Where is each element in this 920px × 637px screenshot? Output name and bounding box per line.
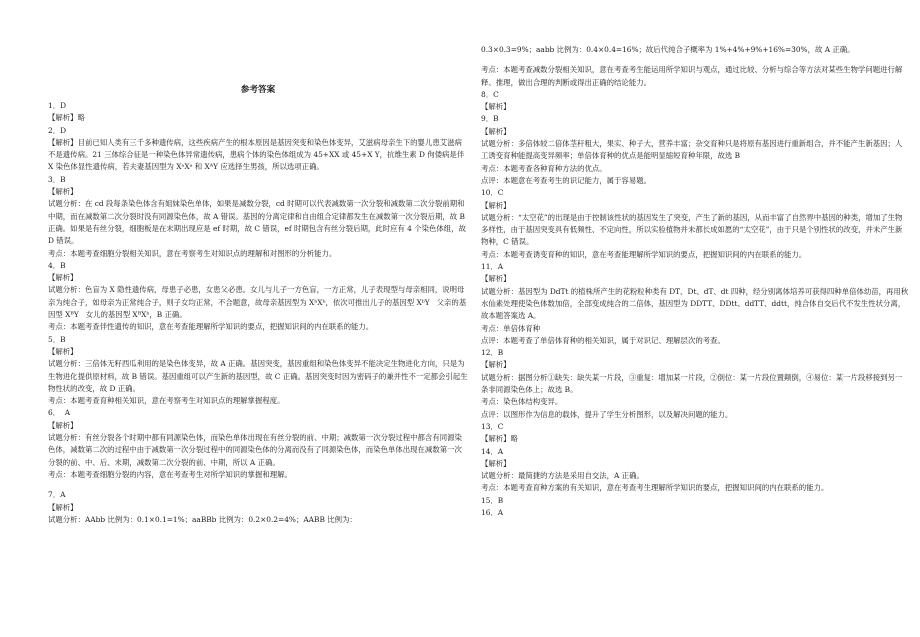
text-line: 试题分析：有丝分裂各个时期中都有同源染色体，而染色单体出现在有丝分裂的前、中期；减数第一次分裂过程中都含有同源染色体，减数第二次的过程中由于减数第一次分裂过程中的同源染色体的分离而没有了同源染色体，而染色单体出现在减数第一次分裂的前、中、后、末期，减数第二次分裂的前、中期，所以 A 正确。: [48, 433, 462, 467]
text-line: 【解析】: [48, 273, 78, 283]
text-line: 2．D: [48, 125, 67, 135]
text-line: 试题分析：基因型为 DdTt 的植株所产生的花粉粒种类有 DT、Dt、dT、dt 四种，经分别离体培养可获得四种单倍体幼苗，再用秋水仙素处理使染色体数加倍，全部变成纯合的二倍体，基因型为 DDTT、DDtt、ddTT、ddtt，纯合体自交后代不发生性状分离，故本题答案选 A。: [481, 286, 909, 321]
text-line: 考点：本题考查细胞分裂相关知识，意在考察考生对知识点的理解和对图形的分析能力。: [48, 248, 337, 258]
text-line: 试题分析：多倍体较二倍体茎秆粗大，果实、种子大，营养丰富；杂交育种只是将原有基因进行重新组合，并不能产生新基因；人工诱变育种能提高变异频率；单倍体育种的优点是能明显缩短育种年限，故选 B: [481, 139, 903, 161]
text-line: 0.3×0.3=9%；aabb 比例为：0.4×0.4=16%；故后代纯合子概率为 1%+4%+9%+16%=30%，故 A 正确。: [481, 45, 855, 54]
right-column: [481, 44, 909, 519]
text-line: 14．A: [481, 446, 504, 456]
left-column: [48, 84, 468, 526]
text-line: 7．A: [48, 490, 66, 500]
text-line: 【解析】: [48, 187, 78, 197]
text-line: 【解析】: [481, 458, 511, 468]
text-line: 【解析】: [48, 420, 78, 430]
text-line: 6． A: [48, 408, 71, 418]
text-line: 考点：本题考查育种方案的有关知识，意在考查考生理解所学知识的要点，把握知识间的内在联系的能力。: [481, 483, 829, 493]
text-line: 试题分析：在 cd 段每条染色体含有姐妹染色单体，如果是减数分裂，cd 时期可以代表减数第一次分裂和减数第二次分裂前期和中期，而在减数第二次分裂时没有同源染色体，故 A 错误。基因的分离定律和自由组合定律都发生在减数第一次分裂后期，故 B 正确。如果是有丝分裂，细胞板是在末期出现应是 ef 时期，故 C 错误，ef 时期包含有丝分裂后期，此时应有 4 个染色体组，故 D 错误。: [48, 199, 469, 246]
text-line: 13．C: [481, 421, 504, 431]
text-line: 考点：染色体结构变异。: [481, 397, 563, 407]
text-line: 试题分析：三倍体无籽西瓜利用的是染色体变异，故 A 正确。基因突变，基因重组和染色体变异不能决定生物进化方向，只是为生物进化提供原材料，故 B 错误。基因重组可以产生新的基因型，故 C 正确。基因突变时因为密码子的兼并性不一定都会引起生物性状的改变，故 D 正确。: [48, 359, 468, 393]
text-line: 试题分析：据图分析①缺失：缺失某一片段，③重复：增加某一片段，②倒位：某一片段位置颠倒，④易位：某一片段移接到另一条非同源染色体上；故选 B。: [481, 372, 903, 395]
text-line: 考点：本题考查各种育种方法的优点。: [481, 163, 607, 173]
text-line: 【解析】: [481, 126, 511, 136]
text-line: 考点：本题考查减数分裂相关知识，意在考查考生能运用所学知识与观点，通过比较、分析与综合等方法对某些生物学问题进行解释、推理，做出合理的判断或得出正确的结论能力。: [481, 65, 903, 87]
text-line: 试题分析：色盲为 X 隐性遗传病，母患子必患，女患父必患。女儿与儿子一方色盲，一方正常，儿子表现型与母亲相同，说明母亲为纯合子，如母亲为正常纯合子，则子女均正常，不合题意，故母亲基因型为 XᵇXᵇ，依次可推出儿子的基因型 XᵇY 父亲的基因型 XᴮY 女儿的基因型 XᴮXᵇ，B 正确。: [48, 285, 467, 320]
text-line: 【解析】略: [48, 113, 85, 123]
text-line: 考点：本题考查伴性遗传的知识，意在考查能理解所学知识的要点，把握知识间的内在联系的能力。: [48, 322, 374, 332]
text-line: 【解析】: [481, 200, 511, 210]
text-line: 3．B: [48, 174, 66, 184]
text-line: 【解析】: [481, 102, 511, 112]
text-line: 考点：单倍体育种: [481, 323, 541, 333]
text-line: 试题分析：最简捷的方法是采用自交法，A 正确。: [481, 471, 644, 481]
blank-line: [481, 56, 909, 64]
text-line: 15．B: [481, 495, 504, 505]
text-line: 10．C: [481, 188, 504, 198]
text-line: 4．B: [48, 260, 66, 270]
text-line: 9．B: [481, 114, 499, 124]
text-line: 16．A: [481, 507, 504, 517]
text-line: 考点：本题考查育种相关知识，意在考察考生对知识点的理解掌握程度。: [48, 396, 285, 406]
text-line: 【解析】: [48, 502, 78, 512]
blank-line: [48, 481, 468, 489]
text-line: 点评：以图形作为信息的载体，提升了学生分析图形，以及解决问题的能力。: [481, 409, 733, 419]
text-line: 【解析】: [481, 360, 511, 370]
text-line: 【解析】: [48, 346, 78, 356]
text-line: 点评：本题考查了单倍体育种的相关知识，属于对识记、理解层次的考查。: [481, 335, 725, 345]
text-line: 【解析】略: [481, 434, 518, 444]
page-title: 参考答案: [240, 85, 276, 95]
text-line: 试题分析：AAbb 比例为：0.1×0.1=1%；aaBBb 比例为：0.2×0.2=4%；AABB 比例为：: [48, 514, 357, 524]
text-line: 11．A: [481, 262, 504, 272]
text-line: 考点：本题考查细胞分裂的内容，意在考查考生对所学知识的掌握和理解。: [48, 469, 292, 479]
text-line: 【解析】: [481, 274, 511, 284]
text-line: 【解析】目前已知人类有三千多种遗传病，这些疾病产生的根本原因是基因突变和染色体变异，艾滋病母亲生下的婴儿患艾滋病不是遗传病。21 三体综合征是一种染色体异常遗传病，患病个体的染色体组成为 45+XX 或 45+X Y，抗维生素 D 佝偻病是伴 X 染色体显性遗传病，若夫妻基因型为 XᵃXᵃ 和 XᴬY 应选择生男孩，所以选项正确。: [48, 137, 467, 172]
text-line: 1．D: [48, 101, 67, 110]
text-line: 点评：本题意在考查考生的识记能力，属于容易题。: [481, 175, 651, 185]
text-line: 考点：本题考查诱变育种的知识，意在考查能理解所学知识的要点，把握知识间的内在联系的能力。: [481, 249, 807, 259]
text-line: 8．C: [481, 89, 499, 99]
text-line: 试题分析：“太空花”的出现是由于控制该性状的基因发生了突变，产生了新的基因，从而丰富了自然界中基因的种类，增加了生物多样性，由于基因突变具有低频性、不定向性，所以实验植物并未都长成如愿的“太空花”，由于只是个别性状的改变，并未产生新物种，C 错误。: [481, 212, 903, 247]
text-line: 12．B: [481, 348, 504, 358]
text-line: 5．B: [48, 334, 66, 344]
